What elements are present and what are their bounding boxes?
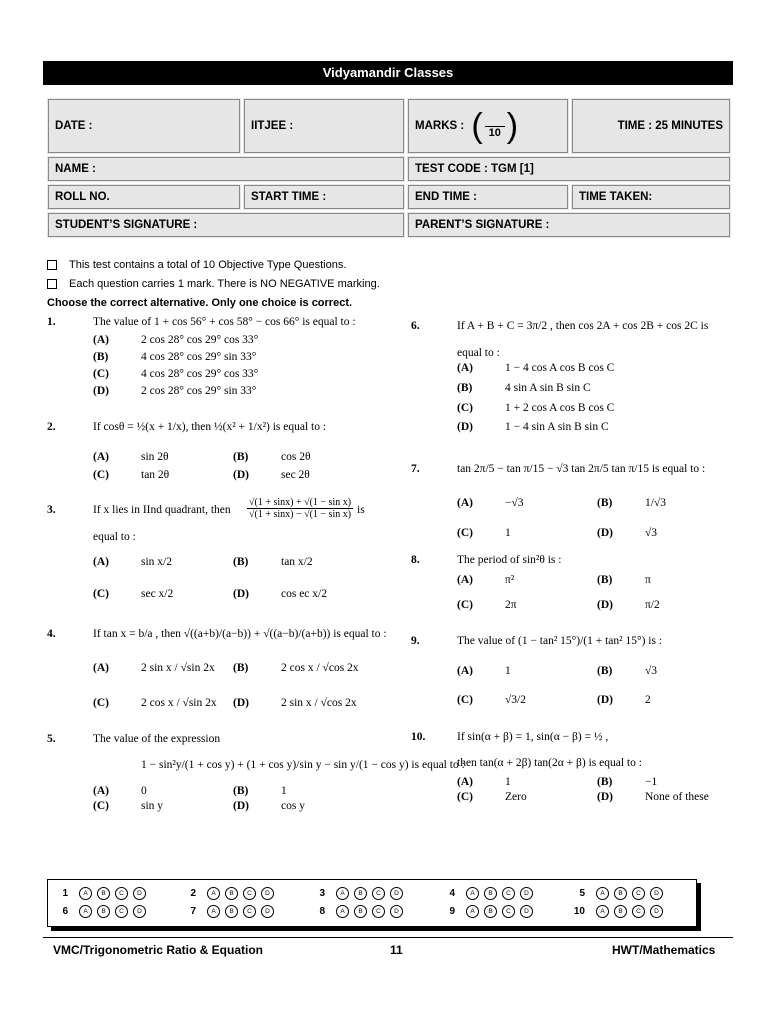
answer-bubble-a[interactable]: A [466,887,479,900]
answer-bubble-d[interactable]: D [133,905,146,918]
time-field: TIME : 25 MINUTES [570,97,732,155]
checkbox-icon [47,279,57,289]
answer-bubble-a[interactable]: A [207,905,220,918]
answer-group-q7 [184,905,274,918]
answer-bubble-b[interactable]: B [484,887,497,900]
answer-question-number: 7 [190,906,196,917]
answer-group-q9 [443,905,533,918]
footer-right: HWT/Mathematics [612,943,716,957]
answer-bubble-b[interactable]: B [225,905,238,918]
student-signature-field[interactable]: STUDENT’S SIGNATURE : [46,211,406,239]
marks-denominator: 10 [488,126,501,139]
answer-bubble-b[interactable]: B [97,887,110,900]
answer-bubble-d[interactable]: D [261,905,274,918]
answer-bubble-a[interactable]: A [207,887,220,900]
answer-group-q4 [443,887,533,900]
answer-bubble-d[interactable]: D [133,887,146,900]
page-number: 11 [390,943,403,957]
answer-bubble-a[interactable]: A [336,887,349,900]
answer-bubble-d[interactable]: D [390,905,403,918]
questions-left-column: 1. The value of 1 + cos 56° + cos 58° − cos 66° is equal to : (A) 2 cos 28° cos 29° cos 33° (B) 4 cos 28° cos 29° sin 33° (C) 4 cos 28° cos 29° cos 33° (D) 2 cos 28° cos 29° sin 33° 2. If cosθ = ½(x + 1/x), then ½(x² + 1/x²) is equal to : (A) sin 2θ (B) cos 2θ (C) tan 2θ (D) sec 2θ 3. If x lies in IInd quadrant, then √(1 + sinx) + √(1 − sin x) √(1 + sinx) − √(1 − sin x) is equal to : (A) sin x/2 (B) tan x/2 (C) sec x/2 (D) cos ec x/2 4. If tan x = b/a , then √((a+b)/(a−b)) + √((a−b)/(a+b)) is equal to : (A) 2 sin x / √sin 2x (B) 2 cos x / √cos 2x (C) 2 cos x / √sin 2x (D) 2 sin x / √cos 2x 5. The value of the expression 1 − sin²y/(1 + cos y) + (1 + cos y)/sin y − sin y/(1 − cos y) is equal to : (A) 0 (B) 1 (C) sin y (D) cos y [47,316,465,812]
answer-question-number: 10 [573,906,585,917]
marks-label: MARKS : [415,120,465,133]
answer-bubble-c[interactable]: C [502,905,515,918]
answer-question-number: 4 [449,888,455,899]
start-time-field[interactable]: START TIME : [242,183,406,211]
answer-bubble-c[interactable]: C [372,905,385,918]
choose-instruction: Choose the correct alternative. Only one choice is correct. [47,297,353,309]
footer-left: VMC/Trigonometric Ratio & Equation [53,943,264,957]
answer-question-number: 5 [579,888,585,899]
answer-bubble-a[interactable]: A [79,905,92,918]
instructions [47,256,380,313]
answer-bubble-b[interactable]: B [614,905,627,918]
answer-bubble-d[interactable]: D [650,905,663,918]
answer-question-number: 8 [319,906,325,917]
answer-bubble-c[interactable]: C [243,905,256,918]
answer-bubble-b[interactable]: B [354,905,367,918]
answer-bubble-d[interactable]: D [390,887,403,900]
answer-group-q10 [573,905,663,918]
answer-question-number: 9 [449,906,455,917]
answer-bubble-a[interactable]: A [596,905,609,918]
answer-bubble-a[interactable]: A [79,887,92,900]
answer-bubble-b[interactable]: B [354,887,367,900]
end-time-field[interactable]: END TIME : [406,183,570,211]
answer-bubble-a[interactable]: A [336,905,349,918]
time-taken-field[interactable]: TIME TAKEN: [570,183,732,211]
answer-bubble-d[interactable]: D [520,887,533,900]
answer-bubble-b[interactable]: B [614,887,627,900]
roll-no-field[interactable]: ROLL NO. [46,183,242,211]
note-item: Each question carries 1 mark. There is NO NEGATIVE marking. [47,275,380,294]
answer-question-number: 6 [62,906,68,917]
answer-bubble-c[interactable]: C [502,887,515,900]
name-field[interactable]: NAME : [46,155,406,183]
answer-group-q8 [313,905,403,918]
answer-bubble-a[interactable]: A [596,887,609,900]
answer-bubble-b[interactable]: B [225,887,238,900]
answer-bubble-b[interactable]: B [97,905,110,918]
marks-fraction: ( 10 ) [471,107,519,145]
answer-group-q1 [56,887,146,900]
answer-bubble-c[interactable]: C [115,887,128,900]
answer-question-number: 2 [190,888,196,899]
answer-bubble-b[interactable]: B [484,905,497,918]
checkbox-icon [47,260,57,270]
answer-bubble-d[interactable]: D [650,887,663,900]
answer-bubble-c[interactable]: C [243,887,256,900]
footer-divider [43,937,733,938]
answer-bubble-c[interactable]: C [372,887,385,900]
answer-bubble-c[interactable]: C [115,905,128,918]
parent-signature-field[interactable]: PARENT’S SIGNATURE : [406,211,732,239]
answer-grid [47,879,697,927]
answer-bubble-c[interactable]: C [632,887,645,900]
answer-group-q3 [313,887,403,900]
answer-bubble-d[interactable]: D [261,887,274,900]
institute-banner: Vidyamandir Classes [43,61,733,85]
answer-question-number: 3 [319,888,325,899]
answer-bubble-c[interactable]: C [632,905,645,918]
note-item: This test contains a total of 10 Objective Type Questions. [47,256,380,275]
answer-group-q6 [56,905,146,918]
date-field[interactable]: DATE : [46,97,242,155]
student-info-table [45,96,733,240]
answer-group-q5 [573,887,663,900]
answer-question-number: 1 [62,888,68,899]
test-code-field: TEST CODE : TGM [1] [406,155,732,183]
iitjee-field[interactable]: IITJEE : [242,97,406,155]
answer-bubble-a[interactable]: A [466,905,479,918]
marks-field[interactable] [406,97,570,155]
answer-bubble-d[interactable]: D [520,905,533,918]
questions-right-column: 6. If A + B + C = 3π/2 , then cos 2A + cos 2B + cos 2C is equal to : (A) 1 − 4 cos A cos B cos C (B) 4 sin A sin B sin C (C) 1 + 2 cos A cos B cos C (D) 1 − 4 sin A sin B sin C 7. tan 2π/5 − tan π/15 − √3 tan 2π/5 tan π/15 is equal to : (A) −√3 (B) 1/√3 (C) 1 (D) √3 8. The period of sin²θ is : (A) π² (B) π (C) 2π (D) π/2 9. The value of (1 − tan² 15°)/(1 + tan² 15°) is : (A) 1 (B) √3 (C) √3/2 (D) 2 10. If sin(α + β) = 1, sin(α − β) = ½ , then tan(α + 2β) tan(2α + β) is equal to : (A) 1 (B) −1 (C) Zero (D) None of these [411,320,709,803]
answer-group-q2 [184,887,274,900]
